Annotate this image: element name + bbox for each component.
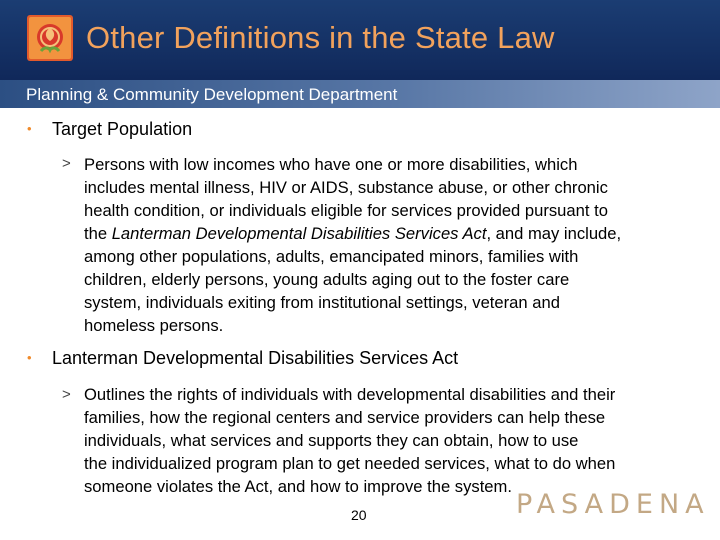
text-line: Outlines the rights of individuals with developmental disabilities and their [84,385,616,404]
text-line: homeless persons. [84,316,224,335]
text-line: system, individuals exiting from institutional settings, veteran and [84,293,560,312]
sub-bullet-marker-icon: > [62,386,71,403]
text-line: among other populations, adults, emancipated minors, families with [84,247,579,266]
text-line: children, elderly persons, young adults aging out to the foster care [84,270,570,289]
text-line: Persons with low incomes who have one or more disabilities, which [84,155,578,174]
title-bar [0,0,720,80]
text-line: the individualized program plan to get needed services, what to do when [84,454,616,473]
text-fragment: , and may include, [486,224,622,243]
bullet-lanterman-act: Lanterman Developmental Disabilities Services Act [52,348,459,368]
text-line [84,222,709,245]
department-name: Planning & Community Development Department [26,85,398,104]
text-line: someone violates the Act, and how to improve the system. [84,477,512,496]
text-line: individuals, what services and supports they can obtain, how to use [84,431,579,450]
sub-bullet-marker-icon: > [62,155,71,172]
act-title-italic: Lanterman Developmental Disabilities Services Act [111,224,487,243]
bullet-target-population: Target Population [52,119,193,139]
pasadena-watermark: PASADENA [516,489,710,520]
bullet-marker-icon: • [27,121,32,136]
slide-title: Other Definitions in the State Law [86,20,555,55]
text-line: families, how the regional centers and service providers can help these [84,408,606,427]
department-bar [0,80,720,108]
lanterman-act-description [84,383,709,498]
bullet-marker-icon: • [27,350,32,365]
target-population-definition [84,153,709,337]
text-line: health condition, or individuals eligible for services provided pursuant to [84,201,608,220]
page-number: 20 [351,507,367,523]
rose-logo-icon [27,15,73,61]
text-line: includes mental illness, HIV or AIDS, substance abuse, or other chronic [84,178,608,197]
text-fragment: the [84,224,112,243]
